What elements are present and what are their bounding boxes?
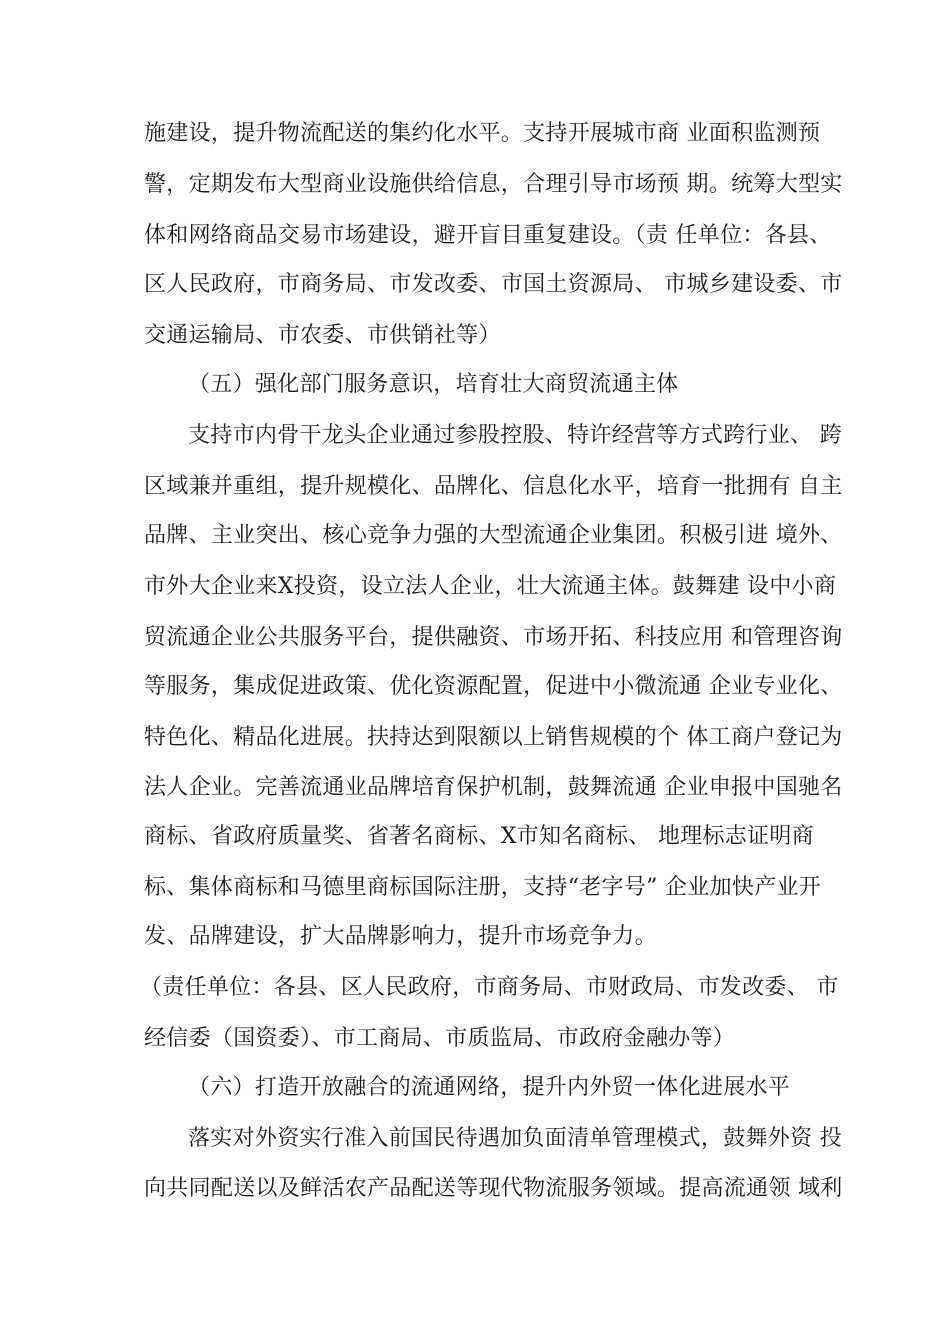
body-text-line: 贸流通企业公共服务平台，提供融资、市场开拓、科技应用 和管理咨询 [144,625,843,650]
body-text-line: 品牌、主业突出、核心竞争力强的大型流通企业集团。积极引进 境外、 [144,523,843,548]
body-text-line: 法人企业。完善流通业品牌培育保护机制，鼓舞流通 企业申报中国驰名 [144,775,843,800]
body-text-line: 商标、省政府质量奖、省著名商标、X市知名商标、 地理标志证明商 [144,824,814,849]
responsibility-note: 经信委（国资委）、市工商局、市质监局、市政府金融办等） [144,1026,736,1051]
body-text-line: 标、集体商标和马德里商标国际注册，支持“老字号” 企业加快产业开 [144,875,822,900]
body-text-line: 体和网络商品交易市场建设，避开盲目重复建设。（责 任单位：各县、 [144,223,832,248]
body-text-line: 向共同配送以及鲜活农产品配送等现代物流服务领域。提高流通领 域利 [144,1176,843,1201]
section-heading: （六）打造开放融合的流通网络，提升内外贸一体化进展水平 [188,1075,791,1100]
body-text-line: 等服务，集成促进政策、优化资源配置，促进中小微流通 企业专业化、 [144,674,843,699]
responsibility-note: （责任单位：各县、区人民政府，市商务局、市财政局、市发改委、 市 [140,975,839,1000]
body-text-line: 区域兼并重组，提升规模化、品牌化、信息化水平，培育一批拥有 自主 [144,474,843,499]
body-text-line: 发、品牌建设，扩大品牌影响力，提升市场竞争力。 [144,924,657,949]
body-text-line: 市外大企业来X投资，设立法人企业，壮大流通主体。鼓舞建 设中小商 [144,574,837,599]
body-text-line: 区人民政府，市商务局、市发改委、市国土资源局、 市城乡建设委、市 [144,272,843,297]
body-text-line: 支持市内骨干龙头企业通过参股控股、特许经营等方式跨行业、 跨 [188,423,842,448]
body-text-line: 落实对外资实行准入前国民待遇加负面清单管理模式，鼓舞外资 投 [188,1126,842,1151]
body-text-line: 警，定期发布大型商业设施供给信息，合理引导市场预 期。统筹大型实 [144,172,843,197]
body-text-line: 交通运输局、市农委、市供销社等） [144,323,501,348]
body-text-line: 施建设，提升物流配送的集约化水平。支持开展城市商 业面积监测预 [144,121,821,146]
section-heading: （五）强化部门服务意识，培育壮大商贸流通主体 [188,372,679,397]
body-text-line: 特色化、精品化进展。扶持达到限额以上销售规模的个 体工商户登记为 [144,725,843,750]
